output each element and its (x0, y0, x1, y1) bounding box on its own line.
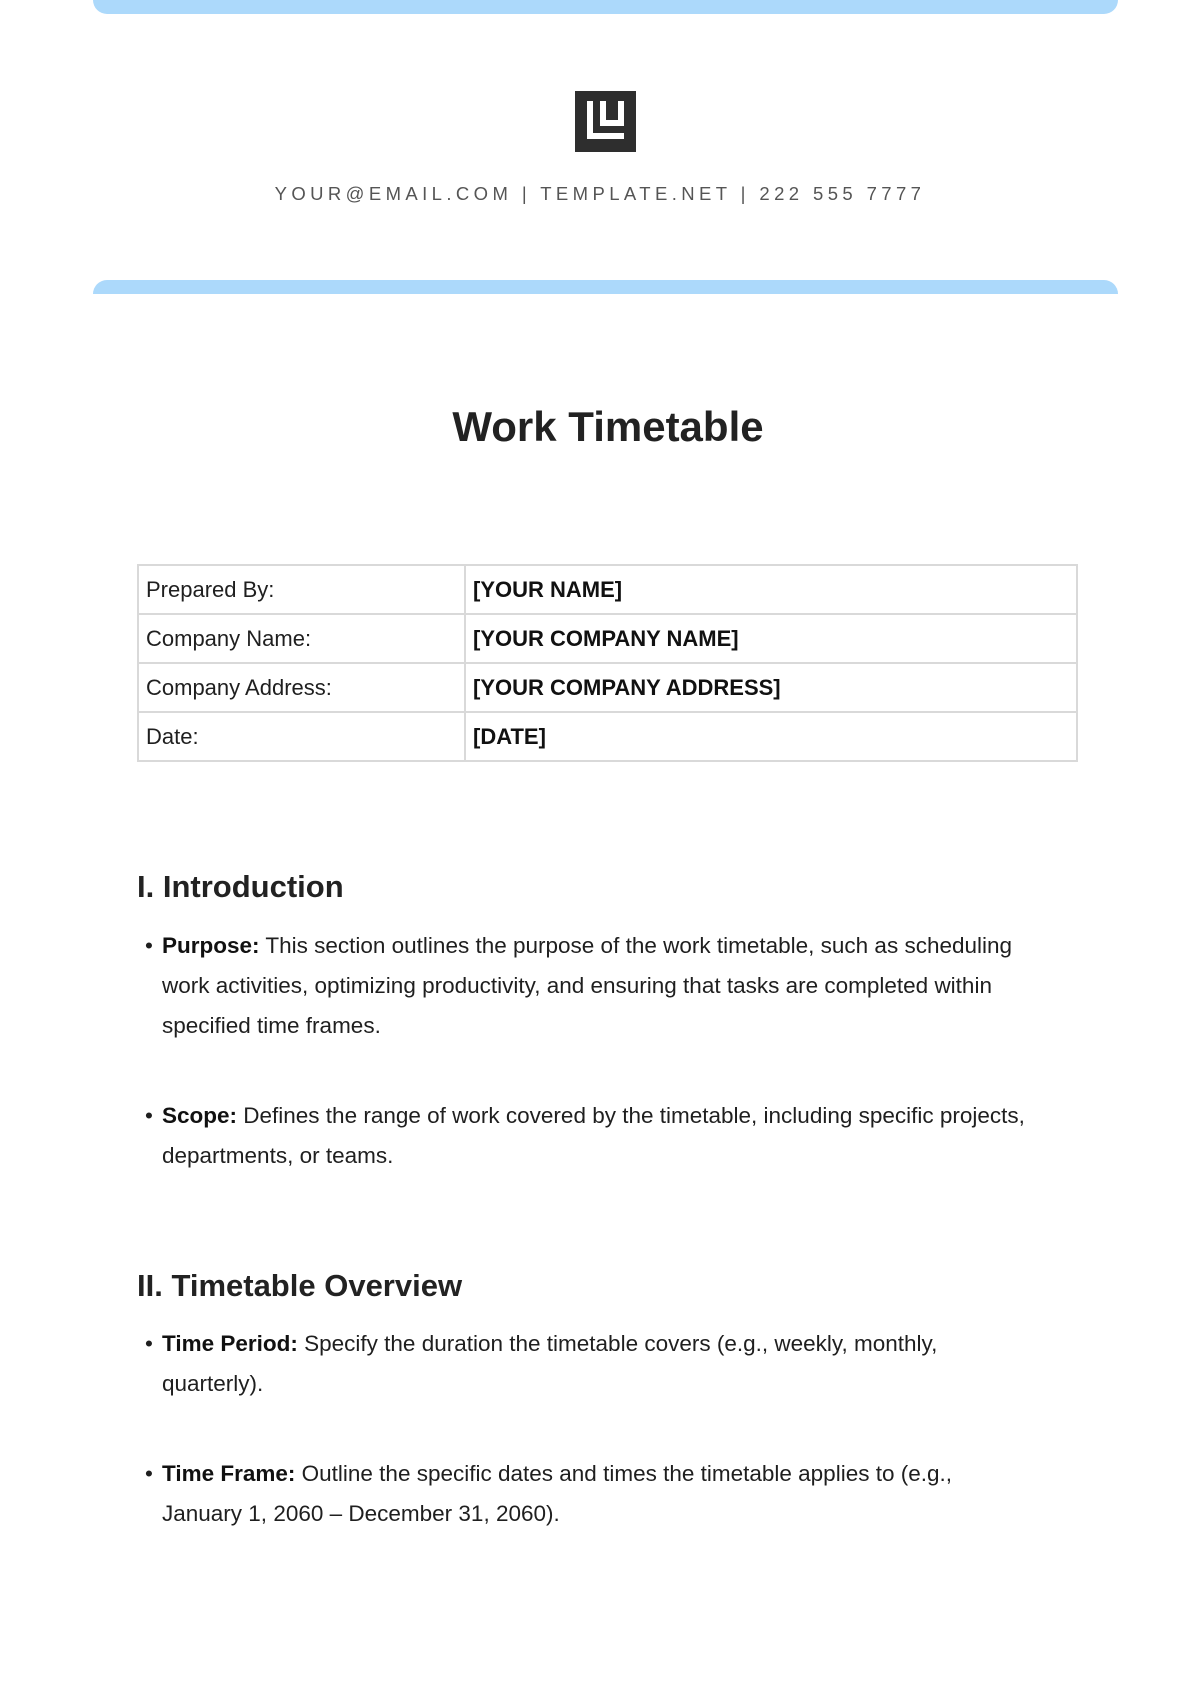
info-label: Prepared By: (138, 565, 465, 614)
section-heading: II. Timetable Overview (137, 1268, 463, 1303)
bullet-icon: • (145, 933, 153, 958)
info-row-company-address (138, 663, 1077, 712)
header-accent-bar (93, 280, 1118, 294)
bullet-list (137, 926, 1037, 1176)
info-label: Company Address: (138, 663, 465, 712)
section-timetable-overview (137, 1268, 1037, 1534)
item-text: Outline the specific dates and times the timetable applies to (e.g., January 1, 2060 – December 31, 2060). (162, 1461, 952, 1526)
item-term: Time Frame: (162, 1461, 296, 1486)
contact-line: YOUR@EMAIL.COM | TEMPLATE.NET | 222 555 7777 (274, 183, 926, 204)
bullet-icon: • (145, 1103, 153, 1128)
template-logo-icon (575, 91, 636, 152)
bullet-icon: • (145, 1461, 153, 1486)
info-value: [YOUR COMPANY NAME] (465, 614, 1077, 663)
info-row-prepared-by (138, 565, 1077, 614)
section-heading: I. Introduction (137, 869, 344, 904)
document-title: Work Timetable (452, 403, 764, 450)
bullet-icon: • (145, 1331, 153, 1356)
info-value: [YOUR COMPANY ADDRESS] (465, 663, 1077, 712)
list-item (137, 1096, 1032, 1176)
item-term: Scope: (162, 1103, 238, 1128)
item-text: Specify the duration the timetable covers (e.g., weekly, monthly, quarterly). (162, 1331, 938, 1396)
info-label: Date: (138, 712, 465, 761)
info-row-date (138, 712, 1077, 761)
info-table (137, 564, 1078, 762)
item-text: This section outlines the purpose of the work timetable, such as scheduling work activities, optimizing productivity, and ensuring that tasks are completed within specified time frames. (162, 933, 1013, 1038)
list-item (137, 926, 1032, 1046)
top-accent-bar (93, 0, 1118, 14)
info-row-company-name (138, 614, 1077, 663)
list-item (137, 1454, 1032, 1534)
section-introduction (137, 869, 1037, 1176)
list-item (137, 1324, 1032, 1404)
info-label: Company Name: (138, 614, 465, 663)
info-value: [DATE] (465, 712, 1077, 761)
item-text: Defines the range of work covered by the timetable, including specific projects, departments, or teams. (162, 1103, 1025, 1168)
info-value: [YOUR NAME] (465, 565, 1077, 614)
item-term: Purpose: (162, 933, 260, 958)
item-term: Time Period: (162, 1331, 298, 1356)
bullet-list (137, 1324, 1037, 1534)
